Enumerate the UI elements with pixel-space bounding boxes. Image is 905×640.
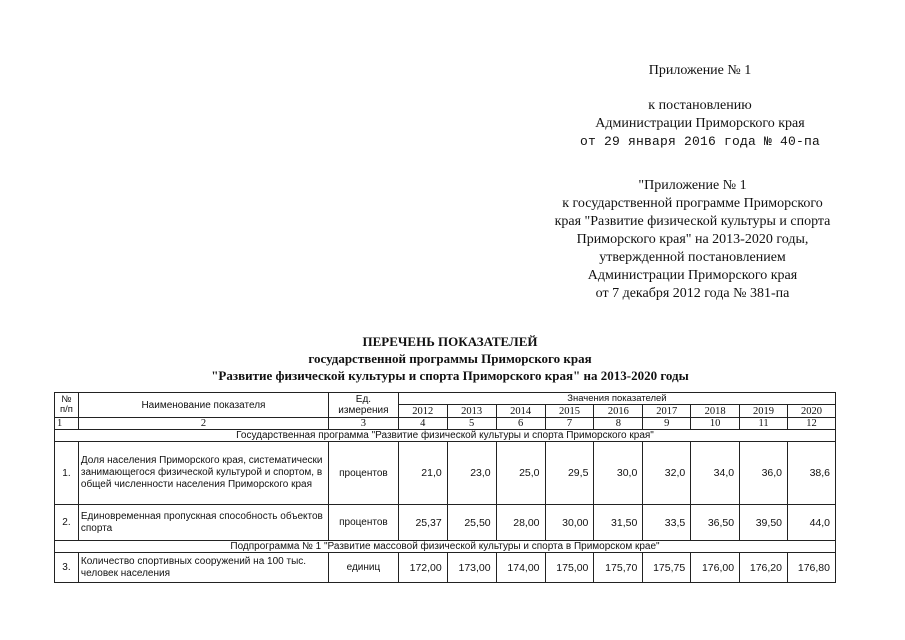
row-value: 176,20 [740,553,788,583]
row-value: 32,0 [643,442,691,505]
prev-appendix-line: к государственной программе Приморского [562,196,823,211]
row-value: 30,0 [594,442,643,505]
row-value: 25,37 [398,505,447,541]
appendix-header [570,62,830,151]
row-value: 172,00 [398,553,447,583]
title-line: "Развитие физической культуры и спорта Приморского края" на 2013-2020 годы [211,368,689,383]
prev-appendix-line: Приморского края" на 2013-2020 годы, [576,232,809,247]
row-value: 175,00 [545,553,594,583]
index-cell: 8 [594,418,643,430]
index-cell: 4 [398,418,447,430]
index-cell: 5 [447,418,496,430]
row-value: 34,0 [691,442,740,505]
header-name: Наименование показателя [78,393,328,418]
row-value: 36,0 [740,442,788,505]
row-value: 25,50 [447,505,496,541]
index-cell: 11 [740,418,788,430]
header-year: 2017 [643,405,691,418]
header-year: 2015 [545,405,594,418]
row-value: 175,75 [643,553,691,583]
title-line: государственной программы Приморского края [308,351,592,366]
row-value: 174,00 [496,553,545,583]
title-line: ПЕРЕЧЕНЬ ПОКАЗАТЕЛЕЙ [362,334,538,349]
header-year: 2020 [788,405,836,418]
row-value: 39,50 [740,505,788,541]
row-num: 1. [55,442,79,505]
appendix-title: Приложение № 1 [648,63,752,78]
row-value: 25,0 [496,442,545,505]
header-values: Значения показателей [398,393,835,405]
header-num: № п/п [55,393,79,418]
row-value: 21,0 [398,442,447,505]
indicators-table [54,392,836,583]
header-unit: Ед. измерения [329,393,399,418]
row-value: 176,00 [691,553,740,583]
header-year: 2019 [740,405,788,418]
row-value: 44,0 [788,505,836,541]
prev-appendix-line: от 7 декабря 2012 года № 381-па [595,286,790,301]
index-cell: 3 [329,418,399,430]
row-name: Единовременная пропускная способность объектов спорта [78,505,328,541]
prev-appendix-line: утвержденной постановлением [599,250,786,265]
row-unit: единиц [329,553,399,583]
header-year: 2014 [496,405,545,418]
index-cell: 7 [545,418,594,430]
prev-appendix-line: "Приложение № 1 [638,178,747,193]
row-value: 33,5 [643,505,691,541]
index-cell: 10 [691,418,740,430]
header-year: 2012 [398,405,447,418]
subprogram-row: Подпрограмма № 1 "Развитие массовой физической культуры и спорта в Приморском крае" [55,541,836,553]
index-cell: 2 [78,418,328,430]
index-cell: 9 [643,418,691,430]
row-name: Количество спортивных сооружений на 100 тыс. человек населения [78,553,328,583]
previous-appendix-header [540,177,845,303]
row-value: 29,5 [545,442,594,505]
prev-appendix-line: края "Развитие физической культуры и спорта [554,214,831,229]
program-row: Государственная программа "Развитие физической культуры и спорта Приморского края" [55,430,836,442]
prev-appendix-line: Администрации Приморского края [587,268,798,283]
index-cell: 12 [788,418,836,430]
appendix-date-line: от 29 января 2016 года № 40-па [579,134,821,149]
row-value: 30,00 [545,505,594,541]
table-row [55,505,836,541]
row-num: 2. [55,505,79,541]
index-cell: 6 [496,418,545,430]
row-value: 176,80 [788,553,836,583]
row-value: 38,6 [788,442,836,505]
row-unit: процентов [329,442,399,505]
appendix-line: к постановлению [648,98,752,113]
header-year: 2016 [594,405,643,418]
row-name: Доля населения Приморского края, систематически занимающегося физической культурой и спортом, в общей численности населения Приморского края [78,442,328,505]
header-year: 2018 [691,405,740,418]
row-value: 28,00 [496,505,545,541]
index-cell: 1 [55,418,79,430]
row-unit: процентов [329,505,399,541]
row-value: 175,70 [594,553,643,583]
document-title [150,333,750,384]
row-num: 3. [55,553,79,583]
table-row [55,553,836,583]
table-row [55,442,836,505]
row-value: 23,0 [447,442,496,505]
row-value: 31,50 [594,505,643,541]
header-year: 2013 [447,405,496,418]
row-value: 36,50 [691,505,740,541]
row-value: 173,00 [447,553,496,583]
appendix-line: Администрации Приморского края [595,116,805,131]
